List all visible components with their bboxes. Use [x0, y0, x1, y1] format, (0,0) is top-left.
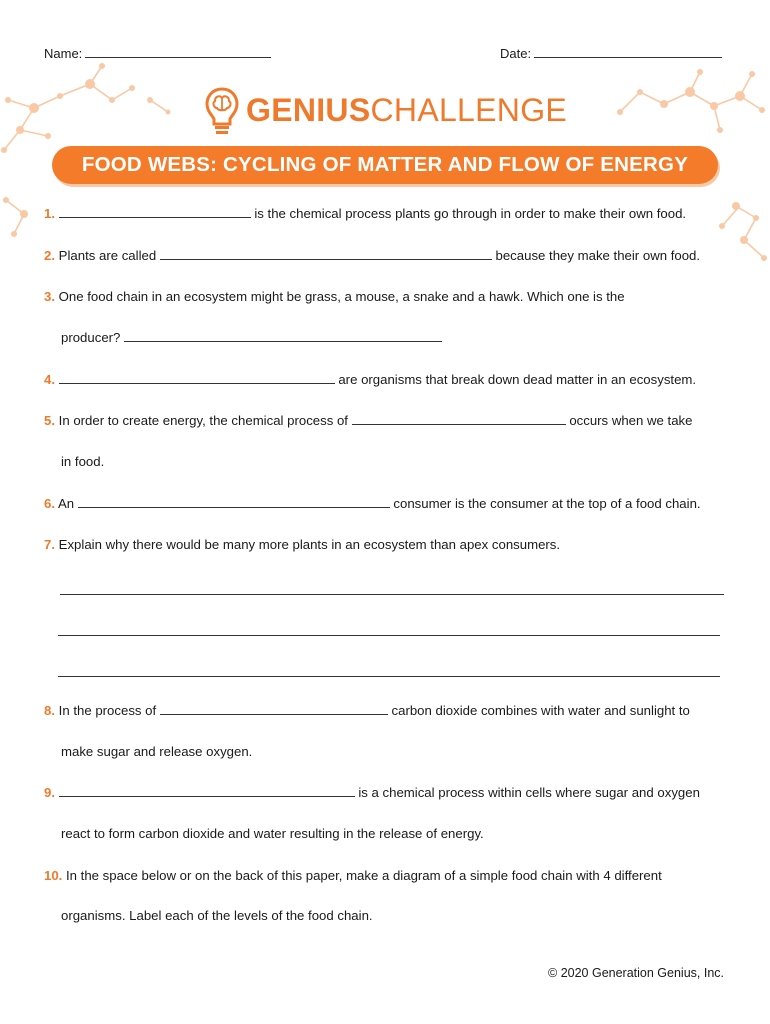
question-text: consumer is the consumer at the top of a food chain.: [393, 496, 701, 511]
question-text: in food.: [61, 454, 105, 469]
date-blank[interactable]: [534, 45, 722, 58]
question-text: Explain why there would be many more plants in an ecosystem than apex consumers.: [58, 537, 561, 552]
answer-line-3[interactable]: [58, 676, 720, 677]
question-text: occurs when we take: [569, 413, 693, 428]
question-3: [44, 289, 625, 304]
question-4: [44, 372, 696, 387]
answer-blank[interactable]: [160, 248, 492, 260]
answer-blank[interactable]: [352, 413, 566, 425]
question-number: 9.: [44, 785, 55, 800]
logo-wordmark: [246, 92, 567, 129]
question-text: organisms. Label each of the levels of the food chain.: [61, 908, 373, 923]
question-text: In order to create energy, the chemical process of: [58, 413, 348, 428]
question-text: make sugar and release oxygen.: [61, 744, 253, 759]
question-text: carbon dioxide combines with water and sunlight to: [391, 703, 690, 718]
date-field[interactable]: [500, 45, 722, 61]
question-text: are organisms that break down dead matter in an ecosystem.: [338, 372, 697, 387]
date-label: Date:: [500, 46, 532, 61]
question-1: [44, 206, 686, 221]
question-number: 5.: [44, 413, 55, 428]
question-text: react to form carbon dioxide and water resulting in the release of energy.: [61, 826, 484, 841]
answer-blank[interactable]: [59, 785, 355, 797]
question-5: [44, 413, 692, 428]
question-text: An: [57, 496, 75, 511]
question-text: is a chemical process within cells where sugar and oxygen: [358, 785, 700, 800]
question-text: One food chain in an ecosystem might be grass, a mouse, a snake and a hawk. Which one is the: [58, 289, 625, 304]
question-number: 7.: [44, 537, 55, 552]
question-number: 4.: [44, 372, 55, 387]
question-number: 2.: [44, 248, 55, 263]
question-text: is the chemical process plants go through in order to make their own food.: [254, 206, 687, 221]
question-10-continued: [61, 908, 373, 923]
answer-blank[interactable]: [160, 703, 388, 715]
question-text: In the process of: [58, 703, 157, 718]
name-label: Name:: [44, 46, 83, 61]
question-number: 3.: [44, 289, 55, 304]
question-10: [44, 868, 662, 883]
question-2: [44, 248, 700, 263]
question-text: because they make their own food.: [495, 248, 701, 263]
answer-blank[interactable]: [59, 206, 251, 218]
question-number: 6.: [44, 496, 55, 511]
question-number: 1.: [44, 206, 55, 221]
question-number: 8.: [44, 703, 55, 718]
logo-light-text: CHALLENGE: [370, 92, 568, 128]
lightbulb-brain-icon: [204, 86, 240, 138]
question-8-continued: [61, 744, 252, 759]
answer-line-2[interactable]: [58, 635, 720, 636]
question-text: Plants are called: [58, 248, 157, 263]
name-field[interactable]: [44, 45, 271, 61]
question-7: [44, 537, 560, 552]
question-3-continued: [61, 330, 442, 345]
logo-bold-text: GENIUS: [246, 92, 371, 128]
copyright-footer: © 2020 Generation Genius, Inc.: [548, 966, 724, 980]
answer-blank[interactable]: [59, 372, 335, 384]
question-number: 10.: [44, 868, 63, 883]
answer-line-1[interactable]: [60, 594, 724, 595]
question-9: [44, 785, 700, 800]
genius-challenge-logo: [204, 86, 568, 138]
name-blank[interactable]: [85, 45, 271, 58]
question-5-continued: [61, 454, 104, 469]
question-6: [44, 496, 701, 511]
question-text: producer?: [61, 330, 121, 345]
question-9-continued: [61, 826, 484, 841]
question-8: [44, 703, 690, 718]
question-text: In the space below or on the back of this paper, make a diagram of a simple food chain with 4 different: [66, 868, 662, 883]
answer-blank[interactable]: [124, 330, 442, 342]
answer-blank[interactable]: [78, 496, 390, 508]
title-banner: FOOD WEBS: CYCLING OF MATTER AND FLOW OF ENERGY: [52, 146, 718, 184]
